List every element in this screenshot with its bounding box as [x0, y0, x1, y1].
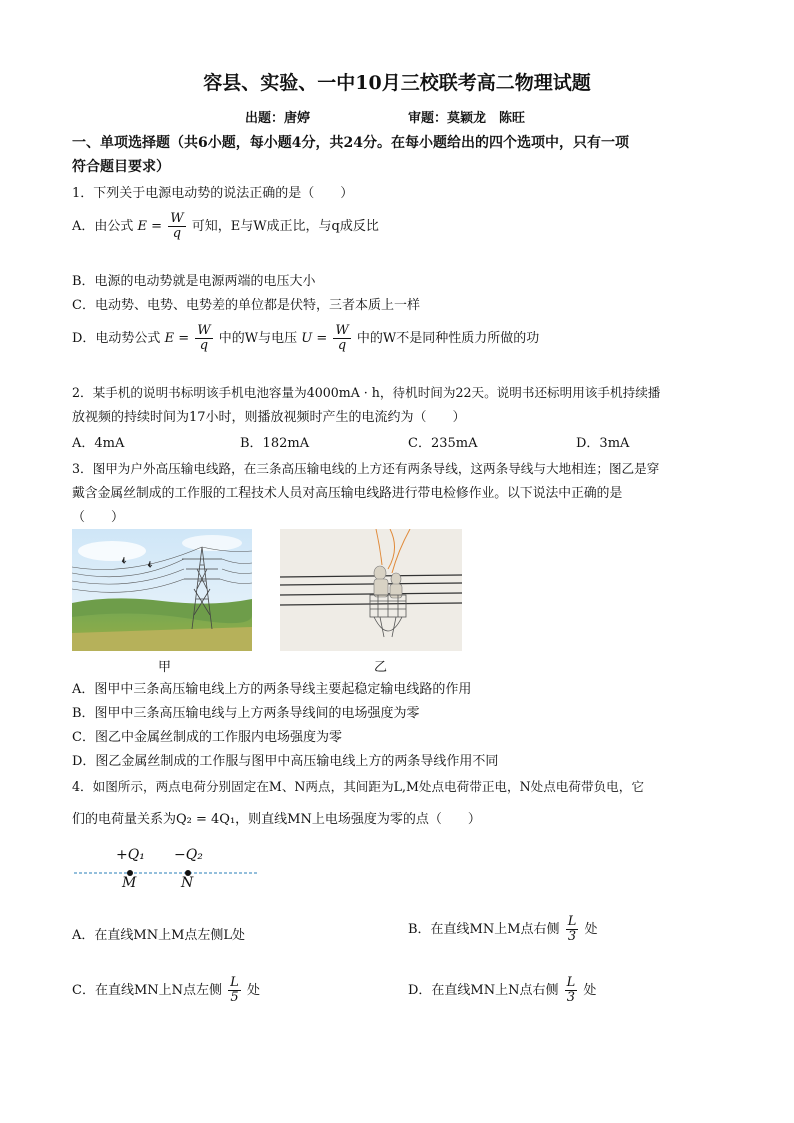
charge-q1-label: +Q₁: [116, 847, 145, 863]
q1-d-fraction1: [195, 324, 212, 353]
q1-d-prefix: D．电动势公式: [72, 331, 161, 346]
q3-option-b: B．图甲中三条高压输电线与上方两条导线间的电场强度为零: [72, 706, 420, 721]
q4-c-fraction: [228, 976, 241, 1005]
q4-option-a: A．在直线MN上M点左侧L处: [72, 928, 246, 943]
point-m-label: M: [122, 875, 137, 891]
q1-option-b: B．电源的电动势就是电源两端的电压大小: [72, 274, 316, 289]
caption-yi: 乙: [374, 660, 388, 675]
charge-q2-label: −Q₂: [174, 847, 203, 863]
section-heading: 一、单项选择题（共6小题，每小题4分，共24分。在每小题给出的四个选项中，只有一项: [72, 135, 629, 151]
frac-numerator: L: [566, 975, 576, 990]
q4-option-c: [72, 976, 260, 1005]
section-heading-cont: 符合题目要求）: [72, 159, 170, 175]
frac-numerator: W: [335, 323, 349, 338]
q3-option-a: A．图甲中三条高压输电线上方的两条导线主要起稳定输电线路的作用: [72, 682, 472, 697]
figure-yi-live-work: [280, 529, 462, 651]
q1-a-prefix: A．由公式: [72, 219, 134, 234]
point-n-label: N: [181, 875, 194, 891]
q4-d-prefix: D．在直线MN上N点右侧: [408, 983, 559, 998]
q4-c-suffix: 处: [246, 983, 260, 998]
q3-option-c: C．图乙中金属丝制成的工作服内电场强度为零: [72, 730, 342, 745]
q4-d-suffix: 处: [583, 983, 597, 998]
frac-numerator: L: [567, 914, 577, 929]
q2-option-b: B．182mA: [240, 436, 310, 451]
q1-stem: 1．下列关于电源电动势的说法正确的是（ ）: [72, 186, 354, 201]
q4-option-d: [408, 976, 596, 1005]
frac-numerator: W: [170, 211, 184, 226]
q2-option-d: D．3mA: [576, 436, 630, 451]
frac-denominator: 3: [566, 990, 576, 1005]
q2-stem-line2: 放视频的持续时间为17小时，则播放视频时产生的电流约为（ ）: [72, 410, 466, 425]
q2-stem-line1: 2．某手机的说明书标明该手机电池容量为4000mA · h，待机时间为22天。说明书还标明用该手机持续播: [72, 385, 661, 400]
q4-charge-diagram: [72, 843, 262, 895]
q3-stem-line2: 戴含金属丝制成的工作服的工程技术人员对高压输电线路进行带电检修作业。以下说法中正确的是: [72, 486, 623, 501]
q1-d-fraction2: [333, 324, 350, 353]
q3-stem-line3: （ ）: [72, 510, 125, 525]
frac-denominator: 3: [567, 929, 577, 944]
setter-label: 出题：唐婷: [245, 111, 311, 126]
q1-a-fraction: [168, 212, 185, 241]
q4-b-fraction: [566, 915, 579, 944]
q3-option-d: D．图乙金属丝制成的工作服与图甲中高压输电线上方的两条导线作用不同: [72, 754, 499, 769]
q1-option-a: [72, 212, 379, 241]
q1-option-c: C．电动势、电势、电势差的单位都是伏特，三者本质上一样: [72, 298, 420, 313]
q3-stem-line1: 3．图甲为户外高压输电线路，在三条高压输电线的上方还有两条导线，这两条导线与大地相连；图乙是穿: [72, 461, 660, 476]
q4-d-fraction: [565, 976, 578, 1005]
frac-denominator: 5: [230, 990, 239, 1005]
q4-option-b: [408, 915, 598, 944]
frac-denominator: q: [199, 338, 209, 353]
q1-d-lhs: E =: [164, 331, 190, 346]
frac-denominator: q: [337, 338, 347, 353]
q2-option-a: A．4mA: [72, 436, 125, 451]
q4-stem-line2: 们的电荷量关系为Q₂ = 4Q₁，则直线MN上电场强度为零的点（ ）: [72, 812, 481, 827]
caption-jia: 甲: [158, 660, 172, 675]
frac-numerator: L: [230, 975, 239, 990]
q2-option-c: C．235mA: [408, 436, 478, 451]
frac-numerator: W: [197, 323, 211, 338]
q4-b-prefix: B．在直线MN上M点右侧: [408, 922, 560, 937]
q1-a-text: 可知，E与W成正比，与q成反比: [191, 219, 379, 234]
reviewer-label: 审题：莫颖龙 陈旺: [408, 111, 526, 126]
q1-d-text: 中的W不是同种性质力所做的功: [356, 331, 540, 346]
q4-c-prefix: C．在直线MN上N点左侧: [72, 983, 223, 998]
q1-option-d: [72, 324, 539, 353]
q4-b-suffix: 处: [584, 922, 598, 937]
q1-a-lhs: E =: [137, 219, 163, 234]
frac-denominator: q: [172, 226, 182, 241]
q1-d-mid: 中的W与电压: [218, 331, 298, 346]
q4-stem-line1: 4．如图所示，两点电荷分别固定在M、N两点，其间距为L,M处点电荷带正电，N处点电荷带负电，它: [72, 779, 644, 794]
q1-d-lhs2: U =: [301, 331, 328, 346]
page-title: 容县、实验、一中10月三校联考高二物理试题: [203, 72, 591, 94]
figure-jia-power-lines: [72, 529, 252, 651]
